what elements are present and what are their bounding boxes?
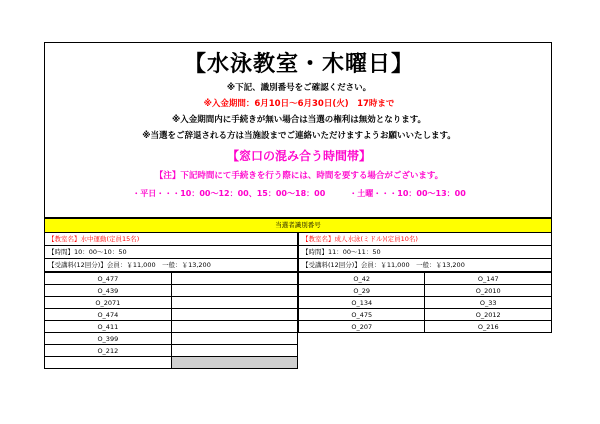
table-row [299,285,552,297]
winner-table [298,272,552,333]
winner-id-band: 当選者識別番号 [44,218,552,233]
winner-id-cell: O_475 [299,309,425,321]
table-row [299,321,552,333]
winner-id-cell: O_29 [299,285,425,297]
table-row [299,309,552,321]
winner-id-cell: O_2012 [425,309,552,321]
table-row [45,273,298,285]
notice-line-decline: ※当選をご辞退される方は当施設までご連絡いただけますようお願いいたします。 [142,131,456,141]
busy-hours-warning: 【注】下記時間にて手続きを行う際には、時間を要する場合がございます。 [154,171,444,181]
table-row [299,297,552,309]
winner-id-cell [171,309,297,321]
winner-id-cell: O_439 [45,285,172,297]
winner-id-cell [171,333,297,345]
winner-id-cell: O_2010 [425,285,552,297]
winner-id-cell: O_42 [299,273,425,285]
lottery-notice-sheet [44,42,552,378]
notice-box [44,42,552,218]
saturday-hours: ・土曜・・・10：00～13：00 [349,189,466,198]
table-row [45,345,298,357]
winner-id-cell [171,321,297,333]
busy-hours-heading: 【窓口の混み合う時間帯】 [226,149,371,163]
winner-id-cell: O_2071 [45,297,172,309]
winner-table [44,272,298,369]
winner-id-cell: O_134 [299,297,425,309]
winner-id-cell [171,273,297,285]
winner-id-cell-empty [171,357,297,369]
class-fee: 【受講料(12回分)】会員：￥11,000 一般：￥13,200 [44,259,298,272]
table-row [45,357,298,369]
winner-id-cell: O_212 [45,345,172,357]
winner-id-cell: O_477 [45,273,172,285]
class-panel-left [44,233,298,369]
class-time: 【時間】11：00～11：50 [298,246,552,259]
class-name: 【教室名】成人水泳(ミドル)(定員10名) [298,233,552,246]
table-row [45,297,298,309]
table-row [45,285,298,297]
class-time: 【時間】10：00～10：50 [44,246,298,259]
notice-line-invalid: ※入金期間内に手続きが無い場合は当選の権利は無効となります。 [171,115,427,125]
winner-id-cell: O_33 [425,297,552,309]
winner-id-cell: O_207 [299,321,425,333]
winner-id-cell: O_399 [45,333,172,345]
table-row [45,309,298,321]
winner-id-cell: O_411 [45,321,172,333]
class-name: 【教室名】水中運動(定員15名) [44,233,298,246]
class-panel-right [298,233,552,333]
table-row [45,321,298,333]
notice-line-confirm: ※下記、識別番号をご確認ください。 [226,83,372,93]
winner-id-cell [171,297,297,309]
winner-id-cell [45,357,172,369]
winner-id-cell [171,345,297,357]
winner-id-cell [171,285,297,297]
winner-id-cell: O_147 [425,273,552,285]
winner-id-cell: O_474 [45,309,172,321]
notice-line-payment-period: ※入金期間：6月10日～6月30日(火) 17時まで [203,99,395,109]
weekday-hours: ・平日・・・10：00～12：00、15：00～18：00 [132,189,326,198]
page-title: 【水泳教室・木曜日】 [183,52,414,77]
winner-id-cell: O_216 [425,321,552,333]
class-fee: 【受講料(12回分)】会員：￥11,000 一般：￥13,200 [298,259,552,272]
table-row [45,333,298,345]
table-row [299,273,552,285]
busy-hours-times [45,188,553,199]
